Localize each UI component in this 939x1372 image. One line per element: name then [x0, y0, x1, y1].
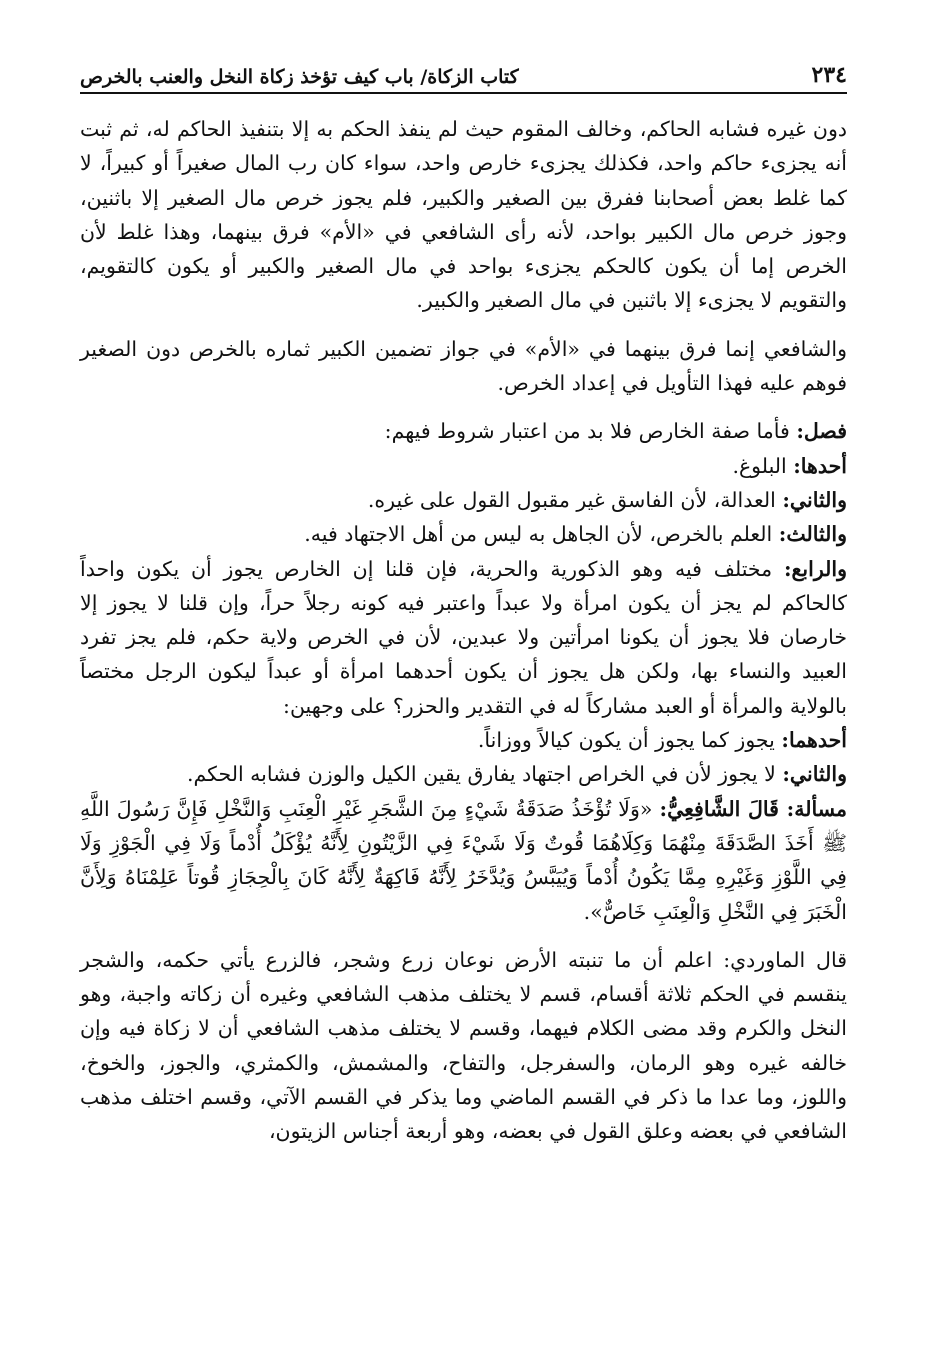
running-header [80, 52, 847, 94]
paragraph-text: مختلف فيه وهو الذكورية والحرية، فإن قلنا إن الخارص يجوز أن يكون واحداً كالحاكم لم يجز أن يكون امرأة ولا عبداً واعتبر فيه كونه رجلاً حراً، وإن قلنا لا يجوز إلا خارصان فلا يجوز أن يكونا امرأتين ولا عبدين، لأن في الخرص ولاية حكم، فلم يجز تفرد العبيد والنساء بها، ولكن هل يجوز أن يكون أحدهما امرأة أو عبداً ليكون الرجل مختصاً بالولاية والمرأة أو العبد مشاركاً له في التقدير والحزر؟ على وجهين: [80, 556, 847, 718]
paragraph-text: والشافعي إنما فرق بينهما في «الأم» في جواز تضمين الكبير ثماره بالخرص دون الصغير فوهم عليه فهذا التأويل في إعداد الخرص. [80, 336, 847, 396]
paragraph-opinion-2 [80, 757, 847, 791]
paragraph-condition-3 [80, 517, 847, 551]
paragraph-lead: والثالث: [778, 522, 847, 547]
paragraph-text: «وَلَا تُؤْخَذُ صَدَقَةُ شَيْءٍ مِنَ الشَّجَرِ غَيْرِ الْعِنَبِ وَالنَّخْلِ فَإِنَّ رَسُولَ اللَّهِ ﷺ أَخَذَ الصَّدَقَةَ مِنْهُمَا وَكِلَاهُمَا قُوتٌ وَلَا شَيْءَ فِي الزَّيْتُونِ لِأَنَّهُ يُؤْكَلُ أُدْماً وَلَا فِي الْجَوْزِ وَلَا فِي اللَّوْزِ وَغَيْرِهِ مِمَّا يَكُونُ أُدْماً وَيُيَبَّسُ وَيُدَّخَرُ لِأَنَّهُ فَاكِهَةٌ لِأَنَّهُ كَانَ بِالْحِجَازِ قُوتاً عَلِمْنَاهُ وَلِأَنَّ الْخَبَرَ فِي النَّخْلِ وَالْعِنَبِ خَاصٌّ». [80, 796, 847, 924]
paragraph-lead: أحدها: [793, 453, 847, 478]
paragraph-lead: والثاني: [782, 487, 847, 512]
paragraph-text: البلوغ. [732, 453, 787, 478]
paragraph-text: يجوز كما يجوز أن يكون كيالاً ووزاناً. [477, 728, 775, 753]
paragraph-condition-4 [80, 552, 847, 723]
paragraph-condition-1 [80, 449, 847, 483]
paragraph-mawardi [80, 943, 847, 1149]
paragraph-text: لا يجوز لأن في الخراص اجتهاد يفارق يقين الكيل والوزن فشابه الحكم. [187, 762, 776, 787]
paragraph-lead: والثاني: [782, 762, 847, 787]
paragraph-lead: مسألة: قَالَ الشَّافِعِيُّ: [659, 796, 847, 821]
paragraph-1 [80, 112, 847, 318]
paragraph-lead: والرابع: [783, 556, 847, 581]
paragraph-text: العلم بالخرص، لأن الجاهل به ليس من أهل الاجتهاد فيه. [304, 522, 773, 547]
paragraph-lead: أحدهما: [781, 728, 847, 753]
paragraph-lead: فصل: [796, 419, 847, 444]
paragraph-2 [80, 332, 847, 401]
paragraph-fasl [80, 414, 847, 448]
paragraph-masala [80, 792, 847, 929]
page-number: ٢٣٤ [811, 62, 847, 88]
body-text [80, 112, 847, 1149]
paragraph-text: العدالة، لأن الفاسق غير مقبول القول على غيره. [367, 487, 776, 512]
paragraph-opinion-1 [80, 723, 847, 757]
paragraph-text: قال الماوردي: اعلم أن ما تنبته الأرض نوعان زرع وشجر، فالزرع يأتي حكمه، والشجر ينقسم في الحكم ثلاثة أقسام، قسم لا يختلف مذهب الشافعي وغيره أن زكاته واجبة، وهو النخل والكرم وقد مضى الكلام فيهما، وقسم لا يختلف مذهب الشافعي أن لا زكاة فيه وإن خالفه غيره وهو الرمان، والسفرجل، والتفاح، والمشمش، والكمثري، والجوز، والخوخ، واللوز، وما عدا ما ذكر في القسم الماضي وما يذكر في القسم الآتي، وقسم اختلف مذهب الشافعي في بعضه وعلق القول في بعضه، وهو أربعة أجناس الزيتون، [80, 947, 847, 1144]
paragraph-text: دون غيره فشابه الحاكم، وخالف المقوم حيث لم ينفذ الحكم به إلا بتنفيذ الحاكم له، ثم ثبت أنه يجزىء حاكم واحد، فكذلك يجزىء خارص واحد، سواء كان رب المال صغيراً أو كبيراً، لا كما غلط بعض أصحابنا ففرق بين الصغير والكبير، فلم يجوز خرص مال الصغير إلا باثنين، وجوز خرص مال الكبير بواحد، لأنه رأى الشافعي في «الأم» فرق بينهما، وهذا غلط لأن الخرص إما أن يكون كالحكم يجزىء بواحد في مال الصغير والكبير أو يكون كالتقويم، والتقويم لا يجزىء إلا باثنين في مال الصغير والكبير. [80, 117, 847, 313]
paragraph-condition-2 [80, 483, 847, 517]
header-title: كتاب الزكاة/ باب كيف تؤخذ زكاة النخل والعنب بالخرص [80, 66, 519, 88]
paragraph-text: فأما صفة الخارص فلا بد من اعتبار شروط فيهم: [384, 419, 790, 444]
